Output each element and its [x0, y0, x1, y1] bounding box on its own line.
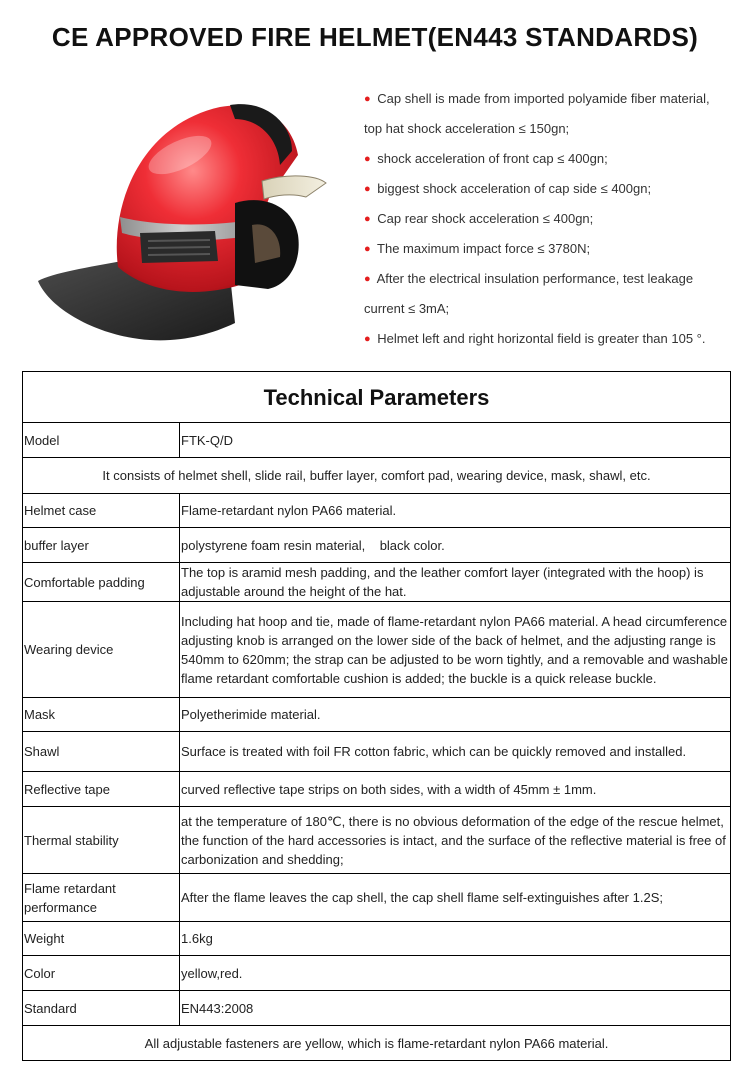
footer-note: All adjustable fasteners are yellow, which is flame-retardant nylon PA66 material.: [23, 1026, 731, 1061]
bullet-icon: ●: [364, 153, 371, 165]
consists-note: It consists of helmet shell, slide rail, buffer layer, comfort pad, wearing device, mask, shawl, etc.: [23, 458, 731, 494]
feature-item: ● Cap shell is made from imported polyamide fiber material,: [364, 91, 710, 106]
feature-item: current ≤ 3mA;: [364, 301, 450, 316]
row-label: Color: [23, 956, 180, 991]
feature-item: ● biggest shock acceleration of cap side ≤ 400gn;: [364, 181, 652, 196]
table-row: [23, 528, 731, 563]
page-title: CE APPROVED FIRE HELMET(EN443 STANDARDS): [51, 22, 699, 52]
row-value: Flame-retardant nylon PA66 material.: [180, 494, 731, 528]
row-label: Reflective tape: [23, 772, 180, 807]
row-value: The top is aramid mesh padding, and the leather comfort layer (integrated with the hoop) is adjustable around the height of the hat.: [180, 563, 731, 602]
row-value: Polyetherimide material.: [180, 698, 731, 732]
row-label: Model: [23, 423, 180, 458]
feature-item: ● After the electrical insulation performance, test leakage: [364, 271, 694, 286]
table-title: Technical Parameters: [23, 372, 731, 423]
row-label: Thermal stability: [23, 807, 180, 874]
table-row: [23, 732, 731, 772]
row-value: After the flame leaves the cap shell, the cap shell flame self-extinguishes after 1.2S;: [180, 874, 731, 922]
bullet-icon: ●: [364, 273, 371, 285]
row-label: Flame retardant performance: [23, 874, 180, 922]
bullet-icon: ●: [364, 93, 371, 105]
table-row: [23, 602, 731, 698]
table-row: [23, 494, 731, 528]
table-row: [23, 874, 731, 922]
row-label: buffer layer: [23, 528, 180, 563]
feature-item: ● Cap rear shock acceleration ≤ 400gn;: [364, 211, 594, 226]
row-value: FTK-Q/D: [180, 423, 731, 458]
feature-item: top hat shock acceleration ≤ 150gn;: [364, 121, 570, 136]
fire-helmet-image: [30, 85, 330, 345]
table-row: [23, 423, 731, 458]
row-value: at the temperature of 180℃, there is no obvious deformation of the edge of the rescue helmet, the function of the hard accessories is intact, and the surface of the reflective material is free of carbonization and shedding;: [180, 807, 731, 874]
table-row: [23, 991, 731, 1026]
table-row: [23, 956, 731, 991]
row-label: Helmet case: [23, 494, 180, 528]
row-label: Weight: [23, 922, 180, 956]
row-label: Mask: [23, 698, 180, 732]
row-label: Comfortable padding: [23, 563, 180, 602]
row-value: polystyrene foam resin material, black color.: [180, 528, 731, 563]
row-value: Including hat hoop and tie, made of flame-retardant nylon PA66 material. A head circumference adjusting knob is arranged on the lower side of the back of helmet, and the adjusting range is 540mm to 620mm; the strap can be adjusted to be worn tightly, and a removable and washable flame retardant comfortable cushion is added; the buckle is a quick release buckle.: [180, 602, 731, 698]
row-label: Shawl: [23, 732, 180, 772]
row-value: Surface is treated with foil FR cotton fabric, which can be quickly removed and installed.: [180, 732, 731, 772]
bullet-icon: ●: [364, 333, 371, 345]
row-value: EN443:2008: [180, 991, 731, 1026]
feature-item: ● The maximum impact force ≤ 3780N;: [364, 241, 591, 256]
table-row: [23, 772, 731, 807]
table-row: [23, 922, 731, 956]
technical-parameters-table: [22, 371, 731, 1061]
table-row: [23, 563, 731, 602]
row-value: curved reflective tape strips on both sides, with a width of 45mm ± 1mm.: [180, 772, 731, 807]
feature-item: ● shock acceleration of front cap ≤ 400gn;: [364, 151, 608, 166]
bullet-icon: ●: [364, 183, 371, 195]
row-value: yellow,red.: [180, 956, 731, 991]
feature-list: [364, 84, 744, 354]
row-value: 1.6kg: [180, 922, 731, 956]
table-row: [23, 807, 731, 874]
table-row: [23, 698, 731, 732]
feature-item: ● Helmet left and right horizontal field is greater than 105 °.: [364, 331, 706, 346]
bullet-icon: ●: [364, 213, 371, 225]
table-row: [23, 458, 731, 494]
row-label: Wearing device: [23, 602, 180, 698]
table-row: [23, 1026, 731, 1061]
row-label: Standard: [23, 991, 180, 1026]
bullet-icon: ●: [364, 243, 371, 255]
